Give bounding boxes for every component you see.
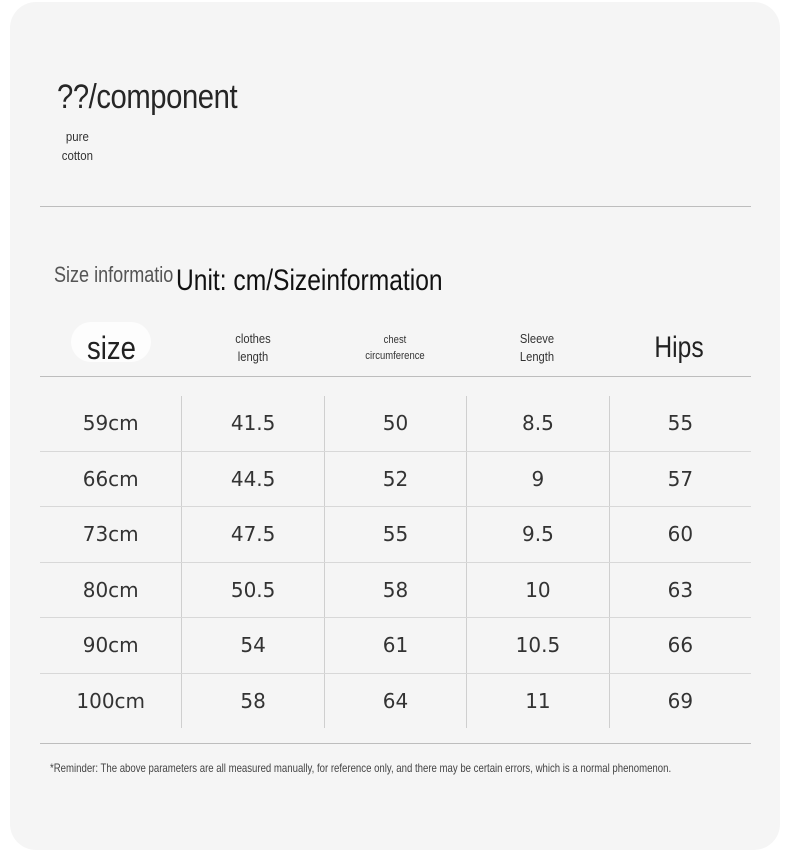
cell-size: 90cm <box>82 633 139 658</box>
cell-sleeve: 8.5 <box>466 396 608 451</box>
reminder-note: *Reminder: The above parameters are all measured manually, for reference only, and there may be certain errors, which is a normal phenomenon. <box>50 761 672 775</box>
cell-hips: 63 <box>609 563 751 618</box>
cell-sleeve: 10.5 <box>466 618 608 673</box>
header-chest-circumference-label: chest circumference <box>365 334 425 362</box>
cell-sleeve: 10 <box>466 563 608 618</box>
cell-clothes-length: 44.5 <box>181 452 323 507</box>
cell-size: 66cm <box>82 466 139 491</box>
table-row <box>40 562 751 618</box>
table-row <box>40 396 751 451</box>
component-title: ??/component <box>57 78 238 116</box>
table-row <box>40 506 751 562</box>
cell-hips: 66 <box>609 618 751 673</box>
header-sleeve-length <box>466 320 608 376</box>
header-clothes-length <box>182 320 324 376</box>
cell-hips: 60 <box>609 507 751 562</box>
cell-clothes-length: 50.5 <box>181 563 323 618</box>
cell-clothes-length: 41.5 <box>181 396 323 451</box>
table-row <box>40 673 751 729</box>
header-clothes-length-label: clothes length <box>235 331 271 364</box>
unit-label: Unit: cm/Sizeinformation <box>176 264 443 297</box>
cell-chest: 55 <box>324 507 466 562</box>
footer-divider <box>40 743 751 744</box>
component-value: pure cotton <box>61 129 93 163</box>
cell-hips: 57 <box>609 452 751 507</box>
size-information-label: Size informatio <box>54 262 174 287</box>
cell-size: 73cm <box>82 522 139 547</box>
cell-sleeve: 11 <box>466 674 608 729</box>
cell-hips: 55 <box>609 396 751 451</box>
header-sleeve-length-label: Sleeve Length <box>519 331 555 364</box>
cell-hips: 69 <box>609 674 751 729</box>
cell-chest: 52 <box>324 452 466 507</box>
cell-sleeve: 9.5 <box>466 507 608 562</box>
section-divider <box>40 206 751 207</box>
cell-chest: 58 <box>324 563 466 618</box>
size-table <box>40 396 751 728</box>
header-divider <box>40 376 751 377</box>
cell-chest: 61 <box>324 618 466 673</box>
cell-clothes-length: 54 <box>181 618 323 673</box>
header-hips <box>608 320 750 376</box>
header-size-label: size <box>86 329 136 366</box>
cell-size: 100cm <box>76 688 146 713</box>
table-row <box>40 617 751 673</box>
header-hips-label: Hips <box>654 331 704 364</box>
cell-chest: 64 <box>324 674 466 729</box>
cell-size: 59cm <box>82 411 139 436</box>
cell-clothes-length: 58 <box>181 674 323 729</box>
cell-clothes-length: 47.5 <box>181 507 323 562</box>
header-chest-circumference <box>324 320 466 376</box>
cell-chest: 50 <box>324 396 466 451</box>
cell-sleeve: 9 <box>466 452 608 507</box>
table-row <box>40 451 751 507</box>
header-size <box>40 320 182 376</box>
cell-size: 80cm <box>82 577 139 602</box>
